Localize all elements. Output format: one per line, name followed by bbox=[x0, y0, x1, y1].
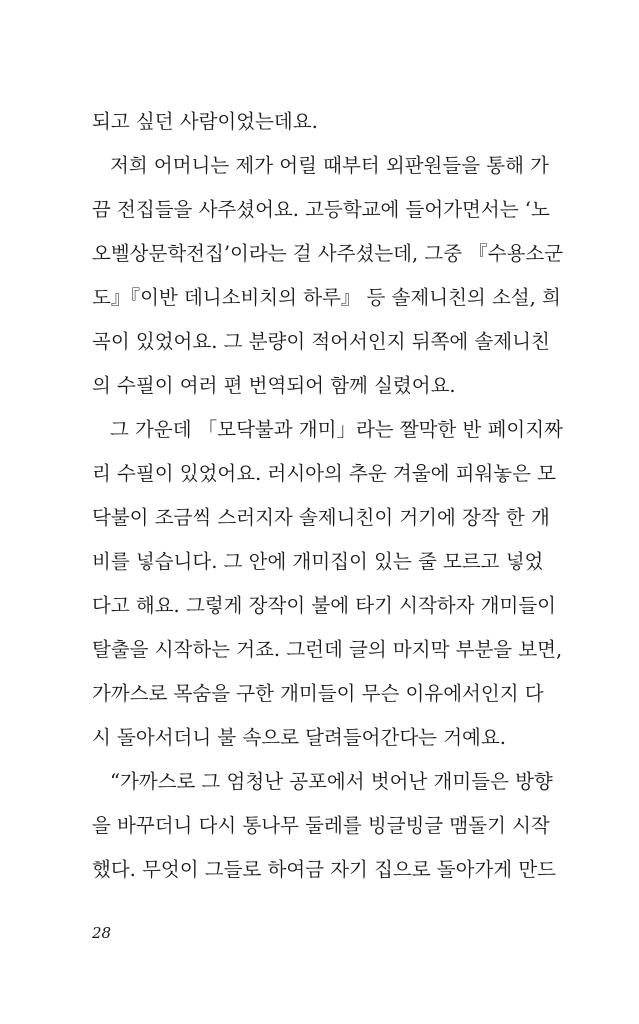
text-line: 했다. 무엇이 그들로 하여금 자기 집으로 돌아가게 만드 bbox=[92, 858, 557, 881]
text-line: 탈출을 시작하는 거죠. 그런데 글의 마지막 부분을 보면, bbox=[92, 638, 563, 661]
text-line: 도』『이반 데니소비치의 하루』 등 솔제니친의 소설, 희 bbox=[92, 286, 561, 309]
body-text bbox=[92, 100, 564, 892]
text-line: 닥불이 조금씩 스러지자 솔제니친이 거기에 장작 한 개 bbox=[92, 506, 550, 529]
text-line: 비를 넣습니다. 그 안에 개미집이 있는 줄 모르고 넣었 bbox=[92, 550, 544, 573]
text-line: 다고 해요. 그렇게 장작이 불에 타기 시작하자 개미들이 bbox=[92, 594, 557, 617]
text-line: 가까스로 목숨을 구한 개미들이 무슨 이유에서인지 다 bbox=[92, 682, 544, 705]
text-line: 되고 싶던 사람이었는데요. bbox=[92, 110, 318, 133]
text-line: “가까스로 그 엄청난 공포에서 벗어난 개미들은 방향 bbox=[110, 770, 553, 793]
text-line: 끔 전집들을 사주셨어요. 고등학교에 들어가면서는 ‘노 bbox=[92, 198, 550, 221]
text-line: 그 가운데 「모닥불과 개미」라는 짤막한 반 페이지짜 bbox=[110, 418, 563, 441]
text-line: 저희 어머니는 제가 어릴 때부터 외판원들을 통해 가 bbox=[110, 154, 549, 177]
page-number: 28 bbox=[92, 924, 112, 942]
text-line: 을 바꾸더니 다시 통나무 둘레를 빙글빙글 맴돌기 시작 bbox=[92, 814, 550, 837]
text-line: 곡이 있었어요. 그 분량이 적어서인지 뒤쪽에 솔제니친 bbox=[92, 330, 550, 353]
text-line: 리 수필이 있었어요. 러시아의 추운 겨울에 피워놓은 모 bbox=[92, 462, 557, 485]
text-line: 오벨상문학전집’이라는 걸 사주셨는데, 그중 『수용소군 bbox=[92, 242, 564, 265]
text-line: 의 수필이 여러 편 번역되어 함께 실렸어요. bbox=[92, 374, 456, 397]
text-line: 시 돌아서더니 불 속으로 달려들어간다는 거예요. bbox=[92, 726, 506, 749]
